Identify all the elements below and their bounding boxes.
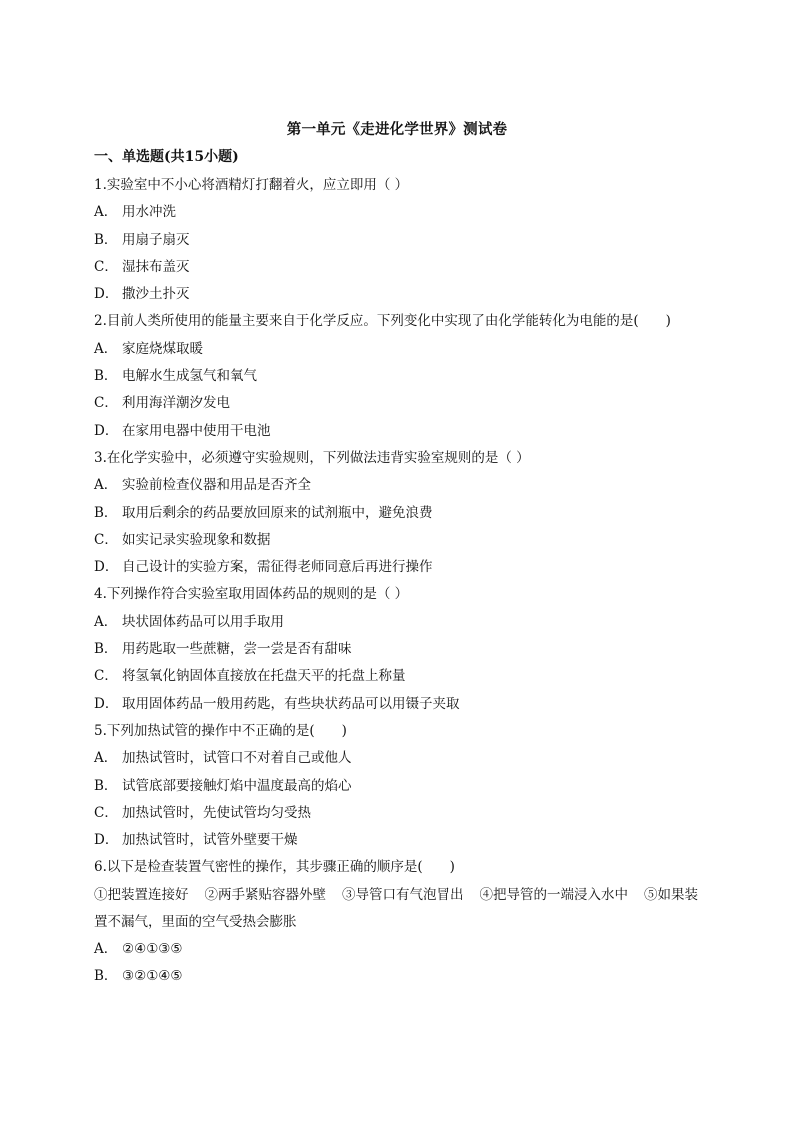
option-text: 加热试管时，试管口不对着自己或他人	[122, 750, 352, 767]
question-1-stem: 1.实验室中不小心将酒精灯打翻着火，应立即用（ ）	[94, 177, 409, 193]
question-4-option-b	[94, 636, 706, 663]
exam-title: 第一单元《走进化学世界》测试卷	[286, 121, 508, 138]
option-letter: B．	[94, 641, 118, 658]
option-letter: D．	[94, 422, 119, 439]
option-letter: D．	[94, 832, 119, 849]
step-5: ⑤如果装置不漏气，里面的空气受热会膨胀	[94, 886, 698, 930]
step-1: ①把装置连接好	[94, 886, 189, 903]
option-text: 块状固体药品可以用手取用	[122, 613, 284, 630]
question-2-option-b	[94, 363, 706, 390]
option-text: ③②①④⑤	[122, 968, 183, 985]
option-text: 撒沙土扑灭	[122, 286, 190, 303]
option-letter: C．	[94, 258, 118, 275]
question-4-option-a	[94, 609, 706, 636]
option-text: 自己设计的实验方案，需征得老师同意后再进行操作	[122, 559, 433, 576]
option-letter: C．	[94, 804, 118, 821]
question-3-option-b	[94, 500, 706, 527]
step-4: ④把导管的一端浸入水中	[479, 886, 628, 903]
option-text: 用水冲洗	[122, 204, 176, 221]
option-letter: D．	[94, 559, 119, 576]
question-3-stem: 3.在化学实验中，必须遵守实验规则，下列做法违背实验室规则的是（ ）	[94, 449, 530, 466]
option-letter: C．	[94, 531, 118, 548]
option-text: 加热试管时，先使试管均匀受热	[122, 804, 311, 821]
question-2-option-c	[94, 390, 706, 417]
option-letter: A．	[94, 477, 118, 494]
question-3-option-a	[94, 472, 706, 499]
option-letter: B．	[94, 231, 118, 248]
question-1-option-d	[94, 281, 706, 308]
question-3-option-d	[94, 554, 706, 581]
option-text: 利用海洋潮汐发电	[122, 395, 230, 412]
question-4-option-d	[94, 691, 706, 718]
question-1-option-a	[94, 199, 706, 226]
question-5-option-a	[94, 745, 706, 772]
option-letter: A．	[94, 613, 118, 630]
section-heading: 一、单选题(共15小题)	[94, 149, 239, 165]
question-1-option-b	[94, 227, 706, 254]
question-5-stem: 5.下列加热试管的操作中不正确的是( )	[94, 722, 347, 739]
option-text: 用扇子扇灭	[122, 231, 190, 248]
option-letter: D．	[94, 695, 119, 712]
option-letter: B．	[94, 368, 118, 385]
option-letter: B．	[94, 968, 118, 985]
question-6-option-a	[94, 936, 706, 963]
option-letter: C．	[94, 395, 118, 412]
option-text: 实验前检查仪器和用品是否齐全	[122, 477, 311, 494]
option-text: 取用固体药品一般用药匙，有些块状药品可以用镊子夹取	[122, 695, 460, 712]
option-letter: C．	[94, 668, 118, 685]
option-letter: B．	[94, 777, 118, 794]
option-letter: D．	[94, 286, 119, 303]
question-4-option-c	[94, 663, 706, 690]
question-3-option-c	[94, 527, 706, 554]
option-text: 家庭烧煤取暖	[122, 340, 203, 357]
question-5-option-c	[94, 800, 706, 827]
question-4-stem: 4.下列操作符合实验室取用固体药品的规则的是（ ）	[94, 586, 409, 603]
option-text: 用药匙取一些蔗糖，尝一尝是否有甜味	[122, 641, 352, 658]
option-text: ②④①③⑤	[122, 940, 183, 957]
step-2: ②两手紧贴容器外壁	[204, 886, 326, 903]
question-5-option-b	[94, 773, 706, 800]
option-letter: B．	[94, 504, 118, 521]
question-list	[94, 172, 706, 990]
question-2-option-a	[94, 336, 706, 363]
option-letter: A．	[94, 340, 118, 357]
option-text: 取用后剩余的药品要放回原来的试剂瓶中，避免浪费	[122, 504, 433, 521]
question-6-stem: 6.以下是检查装置气密性的操作，其步骤正确的顺序是( )	[94, 859, 455, 876]
option-text: 在家用电器中使用干电池	[122, 422, 271, 439]
option-text: 将氢氧化钠固体直接放在托盘天平的托盘上称量	[122, 668, 406, 685]
option-text: 湿抹布盖灭	[122, 258, 190, 275]
step-3: ③导管口有气泡冒出	[342, 886, 464, 903]
question-6-option-b	[94, 963, 706, 990]
option-text: 试管底部要接触灯焰中温度最高的焰心	[122, 777, 352, 794]
option-text: 如实记录实验现象和数据	[122, 531, 271, 548]
option-letter: A．	[94, 940, 118, 957]
option-text: 电解水生成氢气和氧气	[122, 368, 257, 385]
question-6-steps	[94, 882, 706, 936]
question-1-option-c	[94, 254, 706, 281]
question-2-stem: 2.目前人类所使用的能量主要来自于化学反应。下列变化中实现了由化学能转化为电能的是( )	[94, 313, 671, 330]
option-letter: A．	[94, 750, 118, 767]
question-5-option-d	[94, 827, 706, 854]
option-text: 加热试管时，试管外壁要干燥	[122, 832, 298, 849]
question-2-option-d	[94, 418, 706, 445]
option-letter: A．	[94, 204, 118, 221]
